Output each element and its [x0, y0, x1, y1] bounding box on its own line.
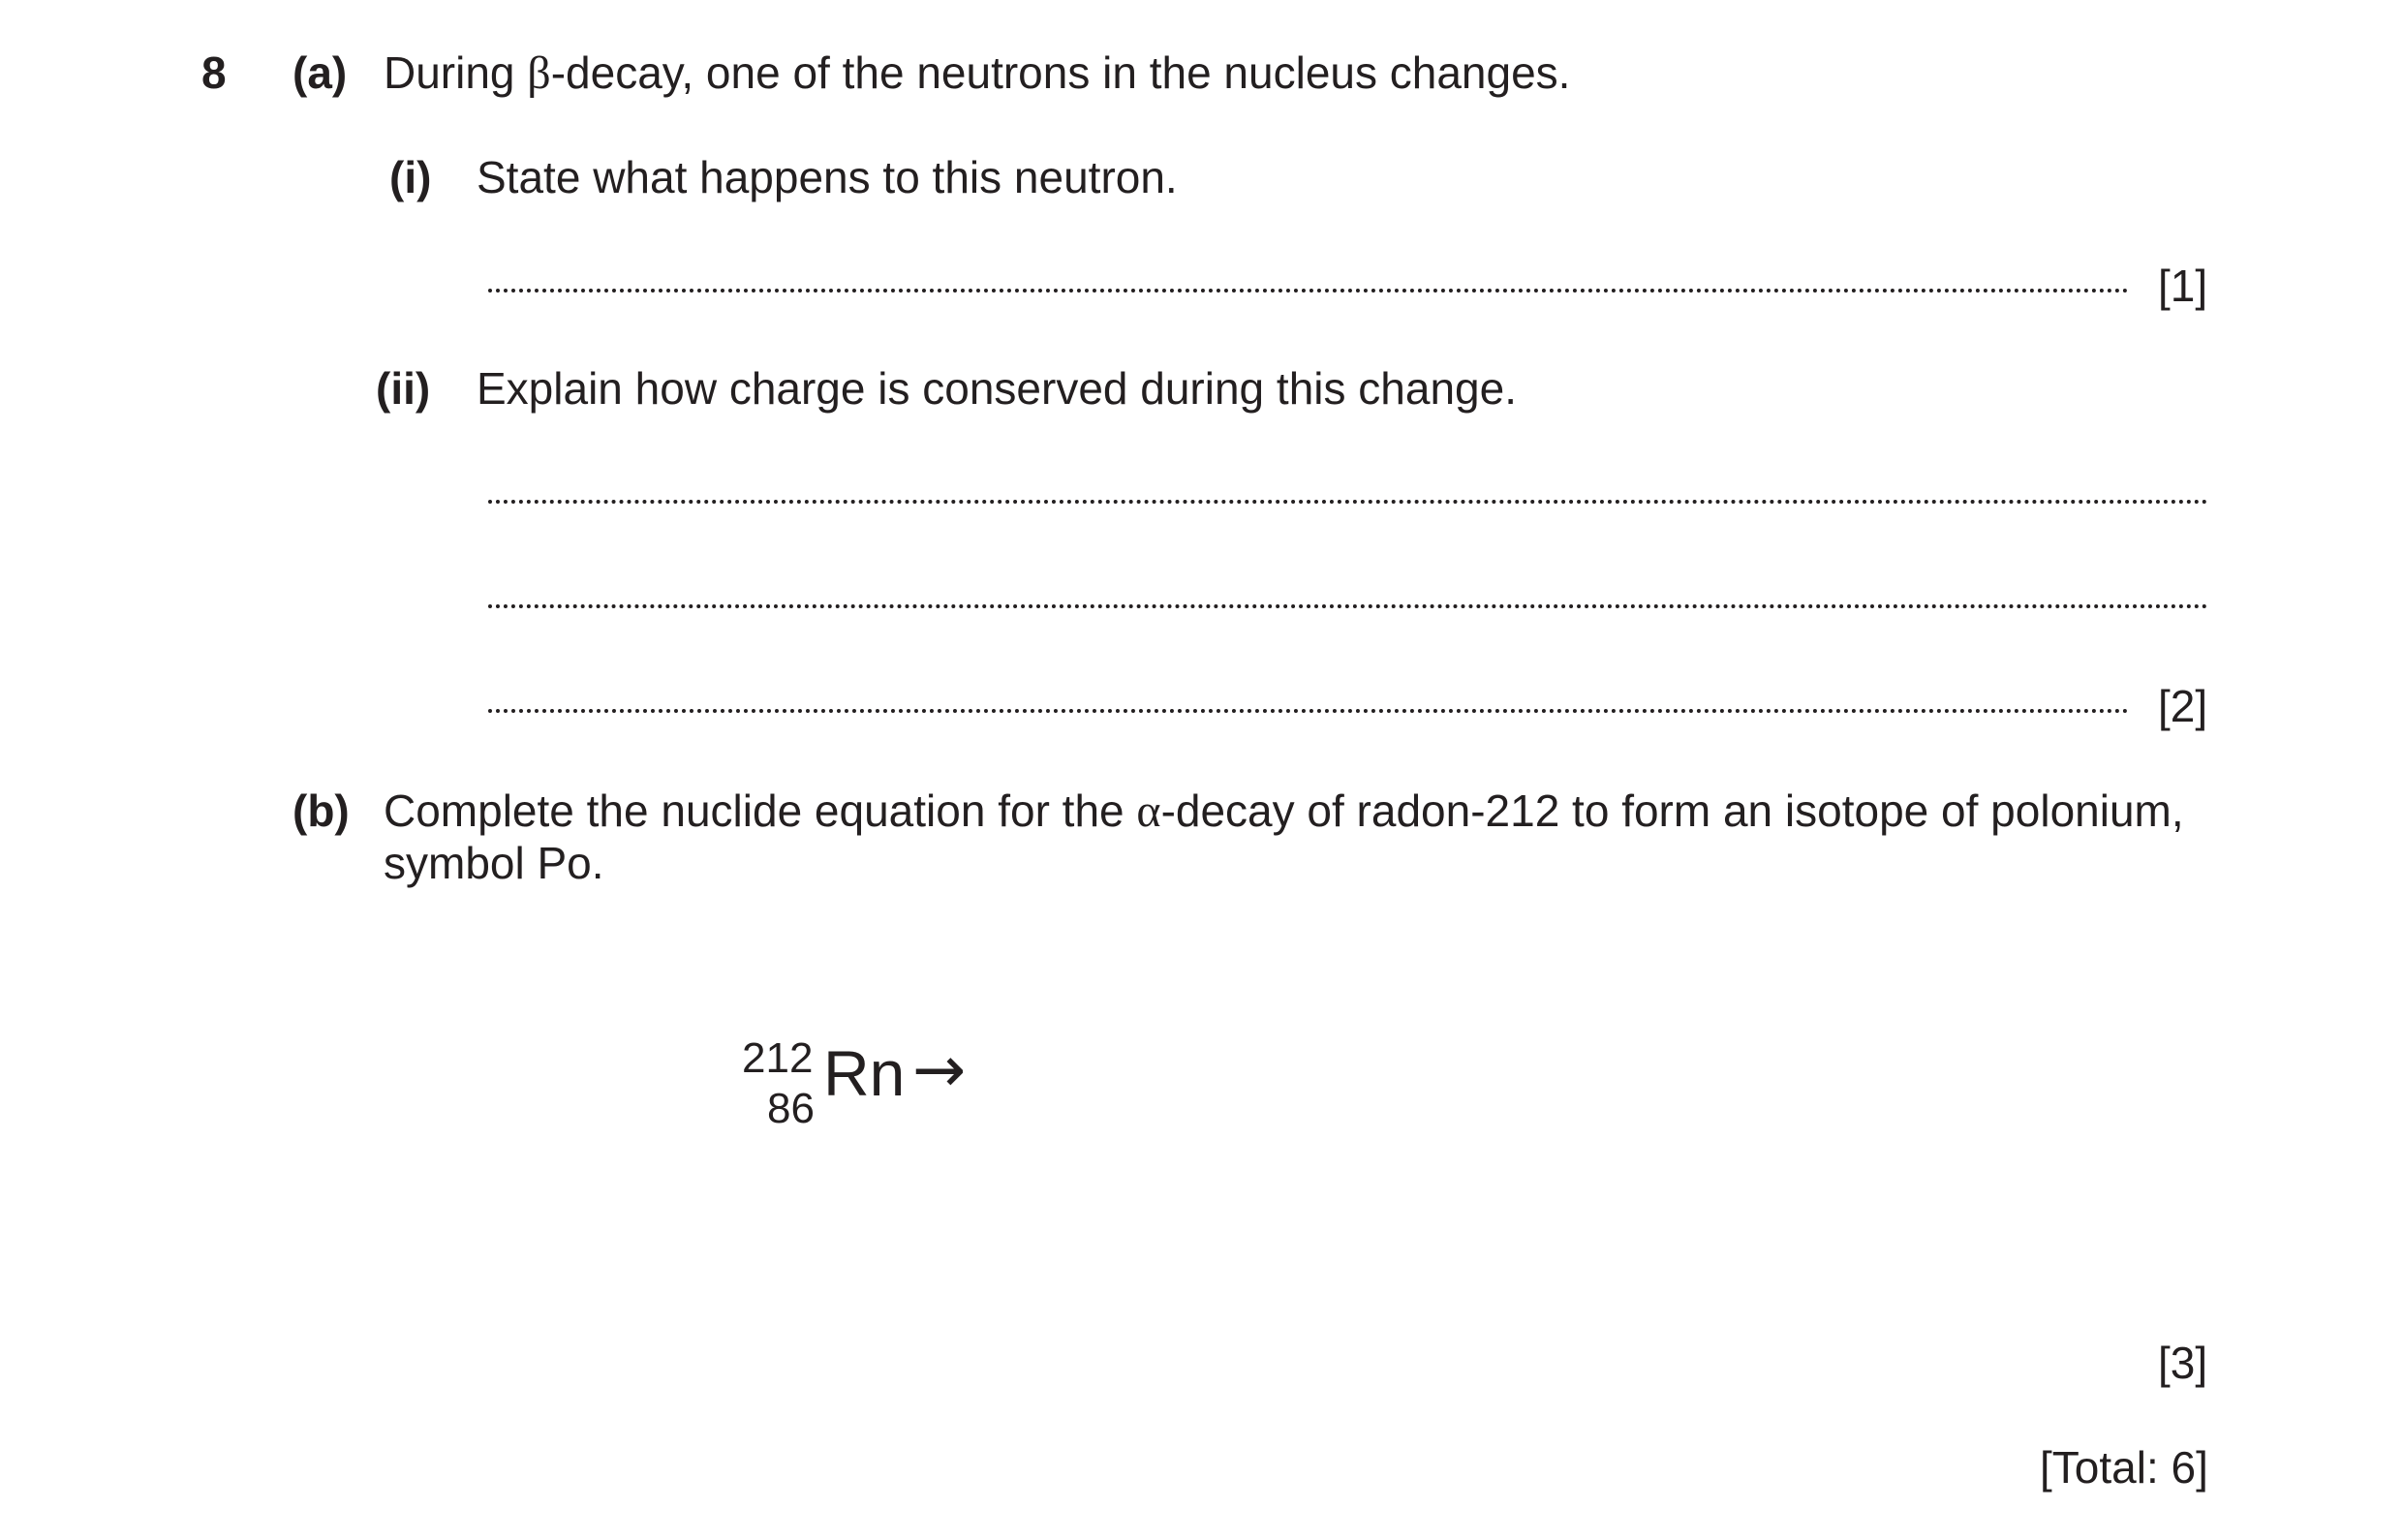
- sub-ii-text: Explain how charge is conserved during this change.: [477, 363, 1517, 414]
- element-symbol: Rn: [823, 1037, 906, 1109]
- sub-i-label: (i): [389, 152, 432, 202]
- part-a-stem-before: During: [384, 47, 528, 98]
- question-number: 8: [201, 47, 227, 98]
- part-b-line2: symbol Po.: [384, 838, 604, 888]
- marks-i: [1]: [2158, 261, 2208, 311]
- part-a-stem: [384, 46, 1570, 100]
- atomic-number: 86: [767, 1085, 815, 1132]
- marks-b: [3]: [2158, 1338, 2208, 1388]
- sub-i-text: State what happens to this neutron.: [477, 152, 1178, 202]
- answer-line-ii-1[interactable]: [488, 500, 2208, 504]
- equation-answer-area[interactable]: [998, 1007, 2063, 1143]
- answer-line-ii-2[interactable]: [488, 604, 2208, 608]
- part-b-line1-before: Complete the nuclide equation for the: [384, 785, 1137, 836]
- answer-line-i[interactable]: [488, 289, 2129, 293]
- beta-symbol: β: [527, 47, 551, 99]
- part-b-line1: [384, 785, 2184, 838]
- alpha-symbol: α: [1136, 785, 1161, 837]
- part-a-label: (a): [293, 47, 348, 98]
- total-marks: [Total: 6]: [2040, 1442, 2208, 1493]
- part-b-label: (b): [293, 785, 350, 836]
- mass-number: 212: [742, 1034, 814, 1082]
- sub-ii-label: (ii): [376, 363, 431, 414]
- part-b-line1-after: -decay of radon-212 to form an isotope of polonium,: [1160, 785, 2184, 836]
- reaction-arrow: →: [912, 1032, 967, 1107]
- answer-line-ii-3[interactable]: [488, 709, 2129, 713]
- part-a-stem-after: -decay, one of the neutrons in the nucleus changes.: [550, 47, 1571, 98]
- marks-ii: [2]: [2158, 681, 2208, 731]
